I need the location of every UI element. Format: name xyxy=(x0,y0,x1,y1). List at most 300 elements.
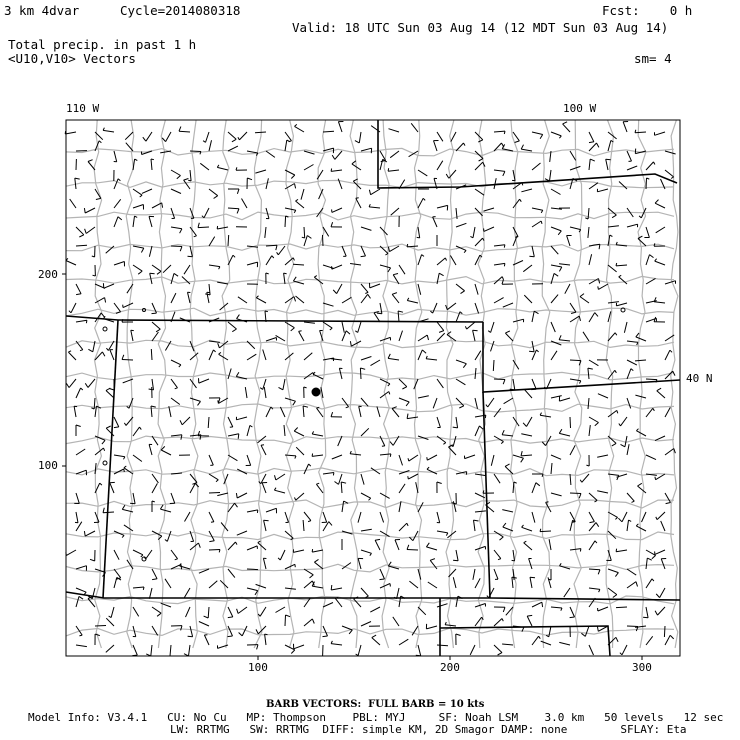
wind-barb-shaft xyxy=(247,569,258,570)
wind-barb-shaft xyxy=(589,417,599,423)
wind-barb-feather xyxy=(632,501,635,502)
wind-barb-shaft xyxy=(228,235,229,246)
wind-barb-shaft xyxy=(494,379,505,380)
wind-barb-feather xyxy=(655,611,657,615)
wind-barb-shaft xyxy=(427,455,437,460)
wind-barb-feather xyxy=(118,179,120,181)
wind-barb-feather xyxy=(346,331,350,334)
wind-barb-feather xyxy=(380,579,385,580)
wind-barb-shaft xyxy=(228,322,237,329)
wind-barb-shaft xyxy=(184,180,190,189)
wind-barb-feather xyxy=(456,634,461,636)
wind-barb-shaft xyxy=(532,246,534,257)
wind-barb-shaft xyxy=(397,588,399,599)
wind-barb-shaft xyxy=(380,151,386,161)
wind-barb-shaft xyxy=(380,569,385,579)
wind-barb-shaft xyxy=(494,569,498,579)
wind-barb-feather xyxy=(175,388,178,389)
wind-barb-shaft xyxy=(437,258,445,265)
wind-barb-shaft xyxy=(530,577,532,588)
wind-barb-feather xyxy=(80,350,83,351)
wind-barb-shaft xyxy=(437,161,443,170)
wind-barb-shaft xyxy=(304,353,312,360)
wind-barb-shaft xyxy=(589,183,598,189)
wind-barb-shaft xyxy=(265,227,266,238)
wind-barb-shaft xyxy=(636,526,646,531)
wind-barb-shaft xyxy=(76,512,78,523)
wind-barb-shaft xyxy=(71,303,76,313)
wind-barb-feather xyxy=(504,263,505,266)
wind-barb-shaft xyxy=(361,227,371,230)
wind-barb-feather xyxy=(503,380,505,385)
wind-barb-feather xyxy=(85,229,87,234)
wind-barb-shaft xyxy=(133,265,142,271)
wind-barb-shaft xyxy=(372,638,380,645)
wind-barb-feather xyxy=(214,196,218,199)
wind-barb-feather xyxy=(233,255,235,257)
wind-barb-feather xyxy=(299,331,302,332)
wind-barb-shaft xyxy=(301,189,304,200)
wind-barb-shaft xyxy=(66,550,76,555)
wind-barb-shaft xyxy=(209,237,215,246)
wind-barb-shaft xyxy=(616,303,627,306)
wind-barb-shaft xyxy=(258,436,267,443)
wind-barb-shaft xyxy=(654,302,665,303)
wind-barb-shaft xyxy=(171,246,182,247)
wind-barb-shaft xyxy=(484,227,494,231)
wind-barb-shaft xyxy=(266,151,275,157)
wind-barb-feather xyxy=(355,331,357,333)
wind-barb-shaft xyxy=(655,203,665,208)
wind-barb-shaft xyxy=(523,265,532,272)
wind-barb-feather xyxy=(331,585,332,590)
wind-barb-shaft xyxy=(392,294,399,303)
wind-barb-feather xyxy=(521,451,522,456)
wind-barb-shaft xyxy=(133,216,135,227)
wind-barb-shaft xyxy=(190,170,191,181)
wind-barb-shaft xyxy=(276,335,285,341)
wind-barb-shaft xyxy=(284,425,285,436)
wind-barb-shaft xyxy=(491,455,494,466)
wind-barb-shaft xyxy=(549,626,551,637)
wind-barb-shaft xyxy=(312,434,323,436)
wind-barb-shaft xyxy=(646,227,649,238)
wind-barb-shaft xyxy=(589,360,598,366)
wind-barb-shaft xyxy=(238,607,247,614)
wind-barb-feather xyxy=(341,482,346,483)
wind-barb-feather xyxy=(503,607,505,612)
wind-barb-shaft xyxy=(204,635,209,645)
wind-barb-shaft xyxy=(217,493,228,496)
wind-barb-feather xyxy=(597,143,599,147)
wind-barb-shaft xyxy=(551,455,561,459)
wind-barb-shaft xyxy=(588,398,589,409)
wind-barb-feather xyxy=(151,406,156,407)
wind-barb-shaft xyxy=(559,264,570,265)
wind-barb-feather xyxy=(369,204,370,207)
wind-barb-feather xyxy=(100,483,102,485)
wind-barb-shaft xyxy=(304,322,315,323)
wind-barb-shaft xyxy=(149,444,152,455)
wind-barb-shaft xyxy=(323,473,334,475)
wind-barb-feather xyxy=(293,258,294,261)
wind-barb-shaft xyxy=(450,256,456,266)
wind-barb-shaft xyxy=(125,132,133,140)
wind-barb-feather xyxy=(445,622,446,625)
wind-barb-shaft xyxy=(657,391,665,398)
wind-barb-shaft xyxy=(331,588,342,590)
wind-barb-shaft xyxy=(661,559,665,569)
wind-barb-shaft xyxy=(88,379,95,388)
wind-barb-shaft xyxy=(399,265,405,274)
city-marker xyxy=(103,461,107,465)
wind-barb-feather xyxy=(580,294,584,297)
wind-barb-shaft xyxy=(502,644,513,645)
wind-barb-feather xyxy=(515,141,520,143)
wind-barb-feather xyxy=(79,635,82,636)
wind-barb-shaft xyxy=(200,163,209,170)
wind-barb-feather xyxy=(402,387,406,389)
wind-barb-shaft xyxy=(170,645,171,656)
wind-barb-feather xyxy=(194,236,197,237)
wind-barb-feather xyxy=(370,553,372,555)
wind-barb-shaft xyxy=(151,645,152,656)
wind-barb-shaft xyxy=(358,558,361,569)
wind-barb-shaft xyxy=(76,284,81,294)
wind-barb-feather xyxy=(216,480,218,482)
wind-barb-shaft xyxy=(369,207,380,208)
wind-barb-shaft xyxy=(285,322,294,328)
wind-barb-shaft xyxy=(361,550,372,553)
wind-barb-feather xyxy=(293,277,296,281)
wind-barb-feather xyxy=(236,372,239,376)
wind-barb-shaft xyxy=(619,182,627,190)
wind-barb-shaft xyxy=(570,520,573,531)
county-line xyxy=(254,120,262,648)
wind-barb-shaft xyxy=(627,493,634,501)
wind-barb-shaft xyxy=(160,509,171,512)
wind-barb-feather xyxy=(459,406,464,408)
wind-barb-shaft xyxy=(532,221,541,227)
wind-barb-shaft xyxy=(266,407,271,417)
wind-barb-shaft xyxy=(665,493,671,503)
wind-barb-shaft xyxy=(76,388,81,398)
wind-barb-shaft xyxy=(304,227,305,238)
wind-barb-shaft xyxy=(597,455,608,457)
wind-barb-shaft xyxy=(437,531,448,533)
wind-barb-shaft xyxy=(638,239,646,247)
wind-barb-feather xyxy=(631,369,633,371)
wind-barb-feather xyxy=(138,271,142,274)
county-line xyxy=(478,120,486,648)
county-line xyxy=(286,120,294,648)
wind-barb-shaft xyxy=(380,265,391,268)
wind-barb-shaft xyxy=(434,141,438,151)
wind-barb-shaft xyxy=(413,531,418,541)
wind-barb-shaft xyxy=(371,189,380,195)
wind-barb-shaft xyxy=(475,189,484,195)
wind-barb-feather xyxy=(286,615,291,617)
wind-barb-shaft xyxy=(303,520,304,531)
wind-barb-feather xyxy=(157,271,161,274)
wind-barb-shaft xyxy=(589,425,590,436)
wind-barb-feather xyxy=(76,425,81,427)
wind-barb-feather xyxy=(539,636,541,639)
wind-barb-feather xyxy=(559,429,562,433)
wind-barb-shaft xyxy=(149,588,152,599)
wind-barb-shaft xyxy=(409,581,418,588)
wind-barb-feather xyxy=(656,517,657,520)
wind-barb-shaft xyxy=(540,531,551,532)
wind-barb-shaft xyxy=(167,531,171,541)
wind-barb-feather xyxy=(407,414,408,419)
wind-barb-feather xyxy=(257,645,258,650)
wind-barb-shaft xyxy=(152,303,157,313)
wind-barb-shaft xyxy=(304,165,314,171)
wind-barb-feather xyxy=(218,400,219,403)
wind-barb-feather xyxy=(135,216,138,217)
wind-barb-shaft xyxy=(616,607,627,608)
wind-barb-feather xyxy=(504,245,505,248)
county-line xyxy=(66,564,674,572)
wind-barb-feather xyxy=(140,427,142,430)
wind-barb-shaft xyxy=(570,166,580,170)
wind-barb-shaft xyxy=(256,584,266,588)
wind-barb-shaft xyxy=(339,368,342,379)
wind-barb-shaft xyxy=(370,607,380,612)
wind-barb-shaft xyxy=(380,512,384,522)
wind-barb-feather xyxy=(69,311,71,313)
wind-barb-feather xyxy=(239,633,243,636)
wind-barb-feather xyxy=(427,467,429,469)
wind-barb-feather xyxy=(616,242,617,245)
wind-barb-feather xyxy=(590,159,595,161)
wind-barb-shaft xyxy=(551,351,557,360)
wind-barb-feather xyxy=(277,252,279,255)
wind-barb-shaft xyxy=(165,579,171,588)
wind-barb-shaft xyxy=(314,277,323,284)
wind-barb-feather xyxy=(654,162,655,165)
wind-barb-feather xyxy=(393,274,398,275)
wind-barb-feather xyxy=(461,291,465,294)
wind-barb-shaft xyxy=(475,162,483,170)
wind-barb-feather xyxy=(636,582,638,587)
wind-barb-shaft xyxy=(503,303,513,307)
wind-barb-shaft xyxy=(247,425,250,436)
county-line xyxy=(66,212,674,220)
wind-barb-shaft xyxy=(133,455,142,462)
wind-barb-shaft xyxy=(570,360,581,361)
wind-barb-shaft xyxy=(559,340,570,341)
wind-barb-shaft xyxy=(395,540,399,550)
wind-barb-shaft xyxy=(475,578,480,588)
wind-barb-feather xyxy=(398,311,403,312)
wind-barb-feather xyxy=(275,475,276,480)
wind-barb-shaft xyxy=(504,398,513,404)
wind-barb-shaft xyxy=(361,284,368,292)
wind-barb-feather xyxy=(238,137,240,140)
wind-barb-feather xyxy=(504,131,505,134)
wind-barb-shaft xyxy=(657,512,665,520)
county-boundaries xyxy=(66,120,678,648)
wind-barb-shaft xyxy=(133,427,140,436)
wind-barb-feather xyxy=(530,577,535,578)
wind-barb-feather xyxy=(175,559,178,560)
wind-barb-shaft xyxy=(589,645,594,655)
wind-barb-feather xyxy=(453,560,458,561)
wind-barb-shaft xyxy=(380,159,383,170)
wind-barb-shaft xyxy=(152,607,161,613)
wind-barb-shaft xyxy=(527,616,532,626)
wind-barb-shaft xyxy=(606,159,608,170)
wind-barb-shaft xyxy=(75,178,76,189)
wind-barb-shaft xyxy=(209,474,218,480)
wind-barb-feather xyxy=(639,216,641,218)
wind-barb-shaft xyxy=(171,550,178,559)
wind-barb-shaft xyxy=(255,132,266,133)
lon-label-100w: 100 W xyxy=(563,102,597,115)
wind-barb-shaft xyxy=(110,350,114,360)
wind-barb-shaft xyxy=(237,493,247,498)
wind-barb-feather xyxy=(198,223,199,228)
wind-barb-shaft xyxy=(484,208,495,211)
wind-barb-shaft xyxy=(524,543,532,550)
wind-barb-shaft xyxy=(217,167,228,170)
county-line xyxy=(446,120,454,648)
wind-barb-feather xyxy=(122,355,124,360)
wind-barb-feather xyxy=(637,342,638,345)
wind-barb-shaft xyxy=(494,131,505,132)
wind-barb-feather xyxy=(426,356,427,359)
wind-barb-feather xyxy=(443,443,445,445)
wind-barb-shaft xyxy=(564,588,570,597)
wind-barb-feather xyxy=(486,405,488,407)
wind-barb-feather xyxy=(464,143,466,146)
wind-barb-feather xyxy=(620,653,622,655)
wind-barb-shaft xyxy=(166,132,171,142)
wind-barb-shaft xyxy=(106,391,114,399)
wind-barb-shaft xyxy=(377,407,380,418)
wind-barb-shaft xyxy=(627,341,638,342)
wind-barb-feather xyxy=(188,180,191,181)
wind-barb-shaft xyxy=(646,379,657,380)
wind-barb-feather xyxy=(180,247,182,252)
wind-barb-shaft xyxy=(635,132,646,133)
wind-barb-feather xyxy=(616,549,617,552)
wind-barb-shaft xyxy=(133,205,143,209)
forecast-hour: Fcst: 0 h xyxy=(602,3,693,18)
wind-barb-feather xyxy=(276,245,277,250)
wind-barb-feather xyxy=(265,311,268,312)
wind-barb-feather xyxy=(598,286,599,289)
x-tick-300: 300 xyxy=(632,661,652,674)
wind-barb-shaft xyxy=(418,396,429,398)
wind-barb-feather xyxy=(498,559,501,560)
wind-barb-feather xyxy=(523,423,526,427)
wind-barb-shaft xyxy=(361,246,366,256)
wind-barb-shaft xyxy=(474,520,476,531)
wind-barb-shaft xyxy=(475,474,486,476)
wind-barb-feather xyxy=(615,333,617,336)
wind-barb-shaft xyxy=(494,550,501,559)
wind-barb-shaft xyxy=(114,455,125,457)
wind-barb-feather xyxy=(579,316,580,321)
wind-barb-shaft xyxy=(133,189,142,195)
wind-barb-shaft xyxy=(456,360,466,364)
wind-barb-shaft xyxy=(567,236,570,247)
wind-barb-shaft xyxy=(433,303,437,313)
wind-barb-feather xyxy=(388,384,390,386)
wind-barb-shaft xyxy=(245,387,247,398)
wind-barb-feather xyxy=(90,559,95,561)
wind-barb-shaft xyxy=(494,619,502,627)
county-line xyxy=(66,340,674,348)
wind-barb-shaft xyxy=(299,331,304,341)
wind-barb-shaft xyxy=(74,406,76,417)
wind-barb-feather xyxy=(79,596,83,599)
wind-barb-shaft xyxy=(293,264,304,265)
wind-barb-shaft xyxy=(296,493,304,500)
wind-barb-feather xyxy=(612,215,616,218)
wind-barb-feather xyxy=(294,297,296,302)
wind-barb-shaft xyxy=(103,130,114,132)
wind-barb-feather xyxy=(314,276,317,278)
wind-barb-shaft xyxy=(303,406,304,417)
wind-barb-shaft xyxy=(588,227,589,238)
wind-barb-shaft xyxy=(356,198,361,208)
wind-barb-shaft xyxy=(380,436,385,446)
wind-barb-shaft xyxy=(532,379,536,389)
wind-barb-shaft xyxy=(332,208,342,212)
wind-barb-shaft xyxy=(207,292,209,303)
wind-barb-shaft xyxy=(636,431,646,436)
wind-barb-shaft xyxy=(646,579,652,588)
wind-barb-feather xyxy=(346,407,349,408)
wind-barb-shaft xyxy=(114,577,117,588)
wind-barb-shaft xyxy=(361,357,371,361)
wind-barb-feather xyxy=(650,255,654,258)
wind-barb-shaft xyxy=(493,360,494,371)
wind-barb-feather xyxy=(636,429,638,431)
wind-barb-shaft xyxy=(549,539,551,550)
wind-barb-feather xyxy=(360,368,365,369)
wind-barb-shaft xyxy=(342,246,346,256)
wind-barb-shaft xyxy=(646,558,647,569)
wind-barb-shaft xyxy=(622,512,627,522)
wind-barb-feather xyxy=(260,388,263,390)
wind-barb-shaft xyxy=(589,541,595,550)
wind-barb-feather xyxy=(422,255,424,257)
wind-barb-shaft xyxy=(199,622,209,627)
wind-barb-shaft xyxy=(114,417,119,427)
wind-barb-shaft xyxy=(361,474,364,485)
wind-barb-shaft xyxy=(312,455,323,456)
wind-barb-shaft xyxy=(551,132,561,136)
wind-barb-shaft xyxy=(646,636,653,645)
wind-barb-feather xyxy=(218,343,220,348)
wind-barb-feather xyxy=(546,635,549,637)
wind-barb-feather xyxy=(657,388,661,391)
wind-barb-shaft xyxy=(361,622,371,627)
wind-barb-shaft xyxy=(407,417,418,419)
wind-barb-feather xyxy=(652,555,656,558)
wind-barb-shaft xyxy=(380,227,388,235)
wind-barb-shaft xyxy=(608,569,618,573)
wind-barb-feather xyxy=(237,609,239,614)
wind-barb-feather xyxy=(213,350,215,352)
wind-barb-feather xyxy=(408,458,409,461)
wind-barb-feather xyxy=(407,298,409,301)
